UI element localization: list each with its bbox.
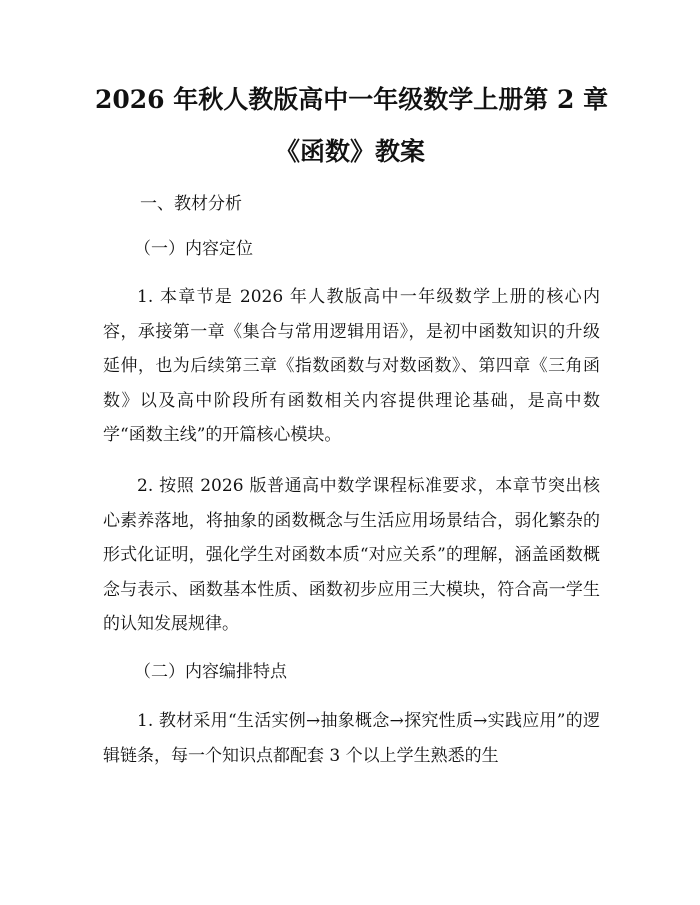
document-title-line-2: 《函数》教案	[274, 137, 425, 166]
paragraph-2: 2. 按照 2026 版普通高中数学课程标准要求，本章节突出核心素养落地，将抽象的函数概念与生活应用场景结合，弱化繁杂的形式化证明，强化学生对函数本质“对应关系”的理解，涵盖函数概念与表示、函数基本性质、函数初步应用三大模块，符合高一学生的认知发展规律。	[103, 476, 600, 634]
section-heading-materials-analysis: 一、教材分析	[140, 194, 242, 214]
paragraph-3: 1. 教材采用“生活实例→抽象概念→探究性质→实践应用”的逻辑链条，每一个知识点都配套 3 个以上学生熟悉的生	[103, 711, 600, 766]
subsection-heading-content-positioning: （一）内容定位	[134, 239, 253, 259]
subsection-heading-content-arrangement: （二）内容编排特点	[134, 662, 287, 682]
document-title-line-1: 2026 年秋人教版高中一年级数学上册第 2 章	[95, 85, 609, 114]
paragraph-1: 1. 本章节是 2026 年人教版高中一年级数学上册的核心内容，承接第一章《集合与常用逻辑用语》，是初中函数知识的升级延伸，也为后续第三章《指数函数与对数函数》、第四章《三角函数》以及高中阶段所有函数相关内容提供理论基础，是高中数学“函数主线”的开篇核心模块。	[103, 287, 600, 445]
